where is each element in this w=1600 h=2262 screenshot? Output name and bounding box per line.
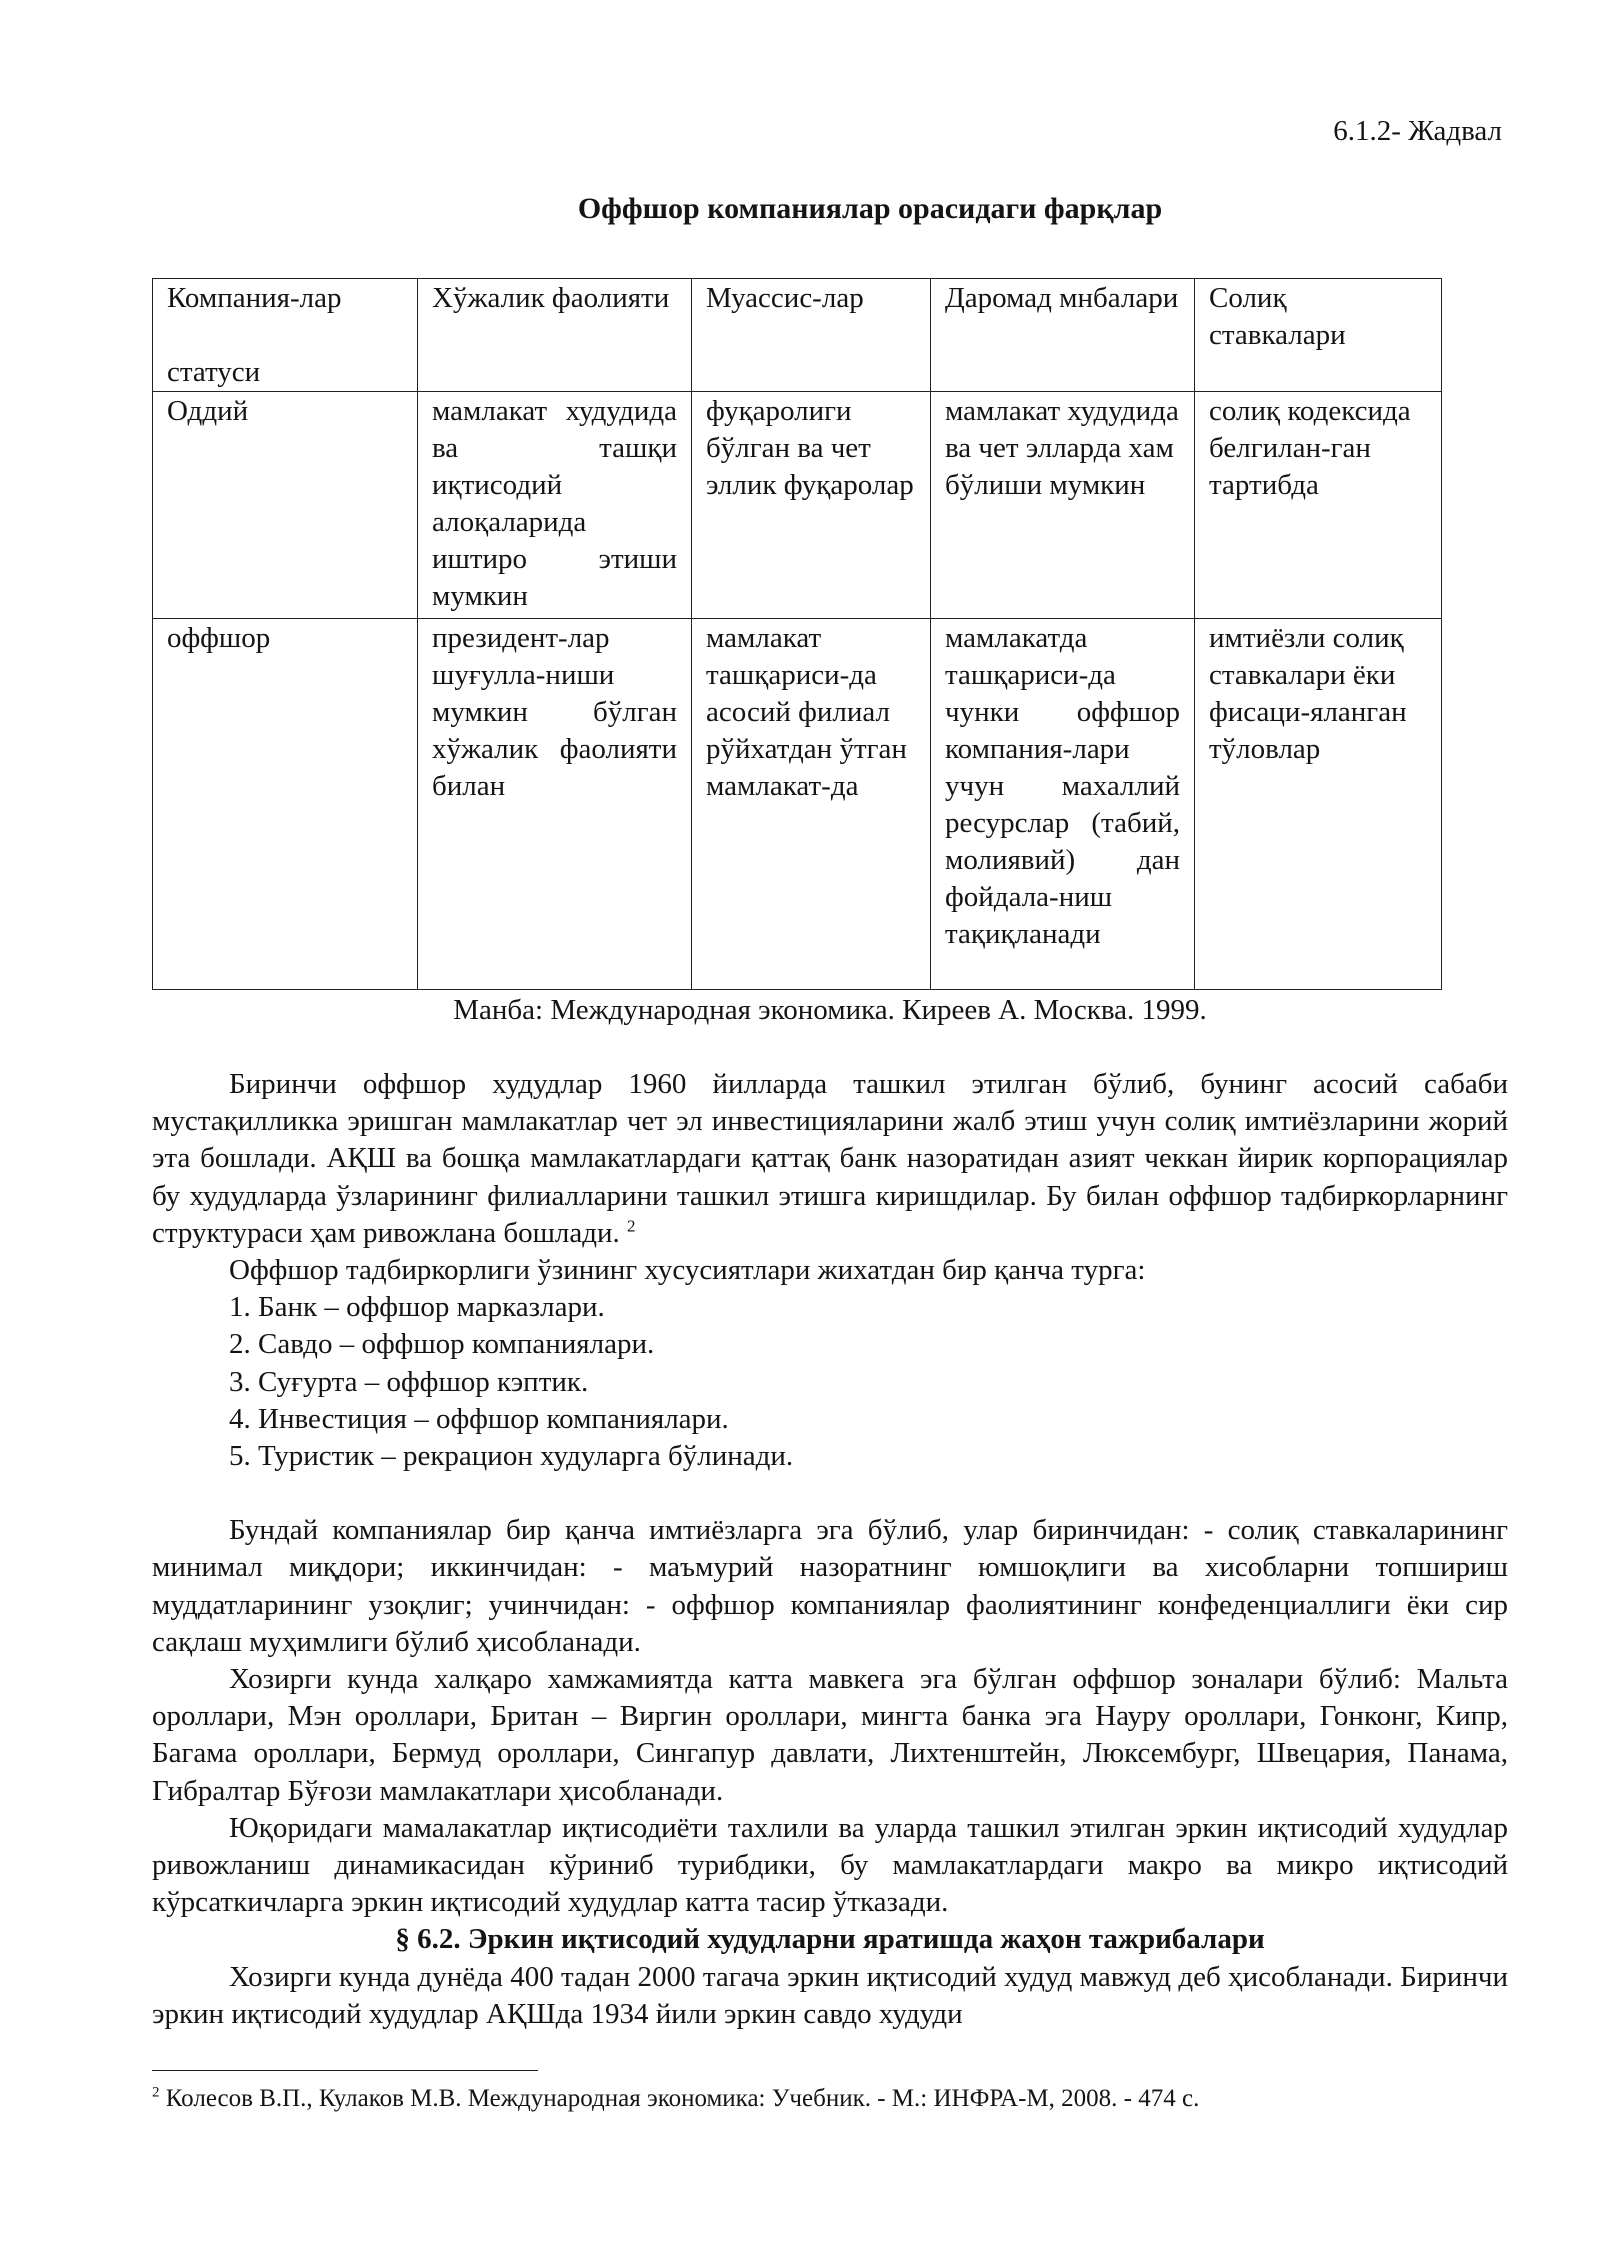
comparison-table [152, 278, 1442, 990]
header-activity: Хўжалик фаолияти [418, 279, 692, 392]
table-row [153, 392, 1442, 619]
row-activity: мамлакат худудида ва ташқи иқтисодий алоқаларида иштиро этиши мумкин [418, 392, 692, 619]
header-income: Даромад мнбалари [931, 279, 1195, 392]
paragraph: Оффшор тадбиркорлиги ўзининг хусусиятлари жихатдан бир қанча турга: [229, 1254, 1146, 1287]
section-heading: § 6.2. Эркин иқтисодий худудларни яратишда жаҳон тажрибалари [395, 1923, 1265, 1956]
row-status: Оддий [153, 392, 418, 619]
list-item: 2. Савдо – оффшор компаниялари. [229, 1328, 655, 1361]
footnote-number: 2 [152, 2084, 160, 2101]
row-income: мамлакатда ташқариси-да чунки оффшор компания-лари учун махаллий ресурслар (табий, молиявий) дан фойдала-ниш тақиқланади [931, 619, 1195, 990]
list-item: 5. Туристик – рекрацион худуларга бўлинади. [229, 1440, 794, 1473]
paragraph: Хозирги кунда дунёда 400 тадан 2000 тагача эркин иқтисодий худуд мавжуд деб ҳисобланади. Биринчи эркин иқтисодий худудлар АҚШда 1934 йили эркин савдо худуди [152, 1960, 1508, 2030]
table-title: Оффшор компаниялар орасидаги фарқлар [577, 192, 1163, 225]
table-source: Манба: Международная экономика. Киреев А. Москва. 1999. [453, 994, 1207, 1026]
row-activity: президент-лар шуғулла-ниши мумкин бўлган хўжалик фаолияти билан [418, 619, 692, 990]
list-item: 3. Суғурта – оффшор кэптик. [229, 1365, 589, 1398]
footnote-divider [152, 2070, 538, 2071]
header-founders: Муассис-лар [692, 279, 931, 392]
header-status-line1: Компания-лар [167, 282, 342, 314]
table-row [153, 619, 1442, 990]
row-founders: фуқаролиги бўлган ва чет эллик фуқаролар [692, 392, 931, 619]
spacer [152, 1475, 1508, 1512]
table-label: 6.1.2- Жадвал [1333, 115, 1502, 147]
footnote [152, 2084, 1199, 2114]
list-item: 4. Инвестиция – оффшор компаниялари. [229, 1402, 729, 1435]
body-text [152, 1066, 1508, 2033]
footnote-text: Колесов В.П., Кулаков М.В. Международная экономика: Учебник. - М.: ИНФРА-М, 2008. - 474 с. [165, 2085, 1200, 2112]
paragraph: Хозирги кунда халқаро хамжамиятда катта мавкега эга бўлган оффшор зоналари бўлиб: Мальта ороллари, Мэн ороллари, Британ – Виргин ороллари, мингта банка эга Науру ороллари, Гонконг, Кипр, Багама ороллари, Бермуд ороллари, Сингапур давлати, Лихтенштейн, Люксембург, Швецария, Панама, Гибралтар Бўғози мамлакатлари ҳисобланади. [152, 1663, 1508, 1807]
paragraph [152, 1066, 1508, 1252]
paragraph-text: Биринчи оффшор худудлар 1960 йилларда ташкил этилган бўлиб, бунинг асосий сабаби мустақилликка эришган мамлакатлар чет эл инвестицияларини жалб этиш учун солиқ имтиёзларини жорий эта бошлади. АҚШ ва бошқа мамлакатлардаги қаттақ банк назоратидан азият чеккан йирик корпорациялар бу худудларда ўзларининг филиалларини ташкил этишга киришдилар. Бу билан оффшор тадбиркорларнинг структураси ҳам ривожлана бошлади. [152, 1068, 1508, 1249]
paragraph: Юқоридаги мамалакатлар иқтисодиёти тахлили ва уларда ташкил этилган эркин иқтисодий худудлар ривожланиш динамикасидан кўриниб турибдики, бу мамлакатлардаги макро ва микро иқтисодий кўрсаткичларга эркин иқтисодий худудлар катта тасир ўтказади. [152, 1811, 1508, 1919]
paragraph: Бундай компаниялар бир қанча имтиёзларга эга бўлиб, улар биринчидан: - солиқ ставкаларининг минимал миқдори; иккинчидан: - маъмурий назоратнинг юмшоқлиги ва хисобларни топшириш муддатларининг узоқлиг; учинчидан: - оффшор компаниялар фаолиятининг конфеденциаллиги ёки сир сақлаш муҳимлиги бўлиб ҳисобланади. [152, 1514, 1508, 1658]
row-status: оффшор [153, 619, 418, 990]
list-item: 1. Банк – оффшор марказлари. [229, 1291, 605, 1324]
footnote-reference: 2 [627, 1216, 636, 1236]
table-header-row [153, 279, 1442, 392]
row-tax: имтиёзли солиқ ставкалари ёки фисаци-яланган тўловлар [1195, 619, 1442, 990]
header-tax: Солиқ ставкалари [1195, 279, 1442, 392]
row-tax: солиқ кодексида белгилан-ган тартибда [1195, 392, 1442, 619]
row-founders: мамлакат ташқариси-да асосий филиал рўйхатдан ўтган мамлакат-да [692, 619, 931, 990]
header-status [153, 279, 418, 392]
header-status-line2: статуси [167, 356, 261, 388]
row-income: мамлакат худудида ва чет элларда хам бўлиши мумкин [931, 392, 1195, 619]
